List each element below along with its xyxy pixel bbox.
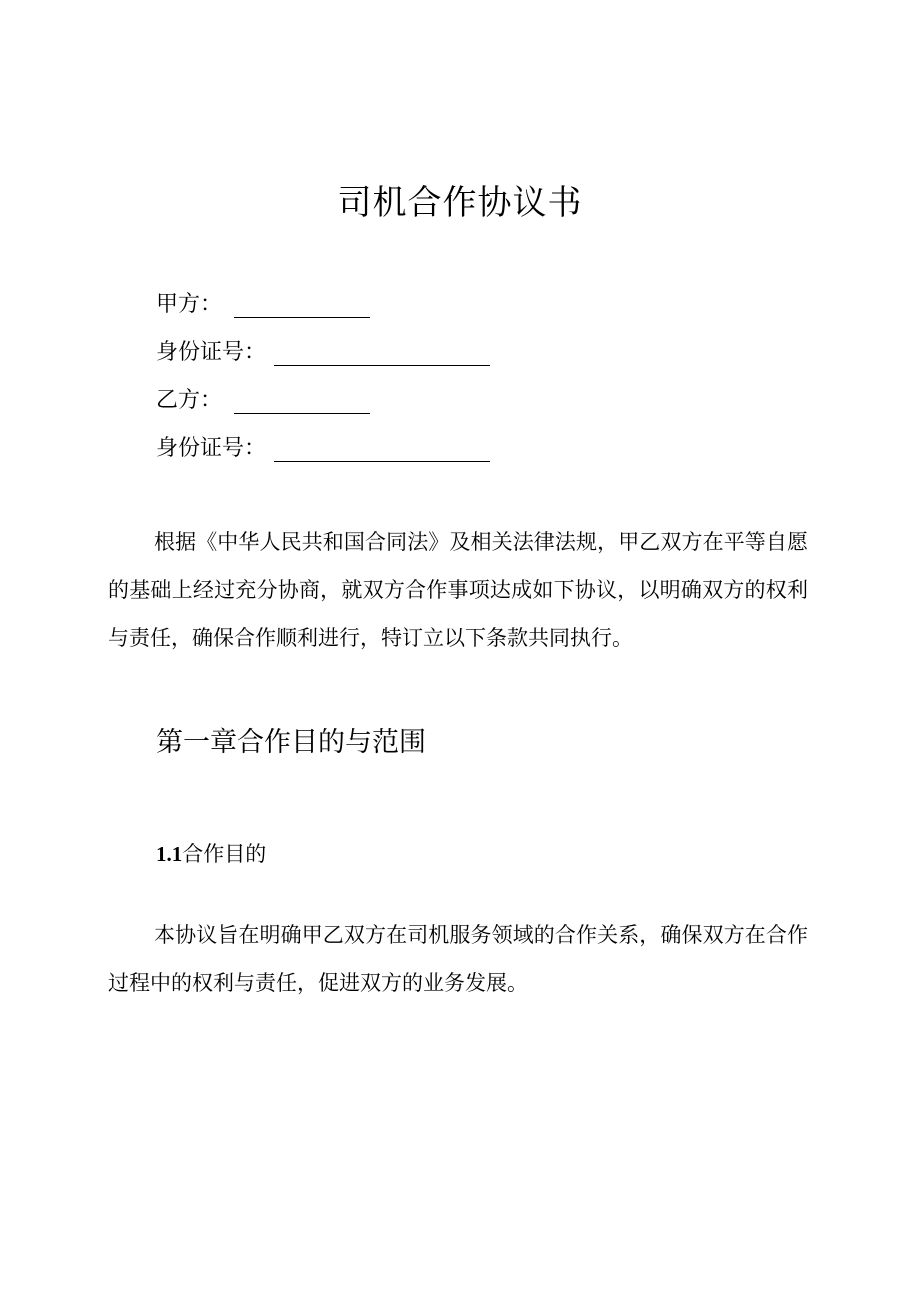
- party-a-line: [156, 288, 370, 322]
- chapter-heading: 第一章合作目的与范围: [156, 727, 426, 758]
- party-b-id-line: [156, 432, 490, 466]
- preamble-paragraph: 根据《中华人民共和国合同法》及相关法律法规，甲乙双方在平等自愿的基础上经过充分协商，就双方合作事项达成如下协议，以明确双方的权利与责任，确保合作顺利进行，特订立以下条款共同执行。: [108, 530, 808, 650]
- party-a-id-blank[interactable]: [274, 365, 490, 366]
- section-number: 1.1: [156, 842, 183, 866]
- section-body-paragraph: 本协议旨在明确甲乙双方在司机服务领域的合作关系，确保双方在合作过程中的权利与责任，促进双方的业务发展。: [108, 923, 808, 995]
- party-b-id-blank[interactable]: [274, 461, 490, 462]
- party-b-id-label: 身份证号：: [156, 436, 267, 461]
- party-a-id-label: 身份证号：: [156, 340, 267, 365]
- party-b-blank[interactable]: [234, 413, 370, 414]
- party-a-blank[interactable]: [234, 317, 370, 318]
- party-a-id-line: [156, 336, 490, 370]
- party-a-label: 甲方：: [156, 292, 223, 317]
- section-heading: [156, 836, 266, 872]
- party-b-line: [156, 384, 370, 418]
- document-title: 司机合作协议书: [337, 183, 583, 223]
- section-title: 合作目的: [182, 842, 267, 866]
- party-b-label: 乙方：: [156, 388, 223, 413]
